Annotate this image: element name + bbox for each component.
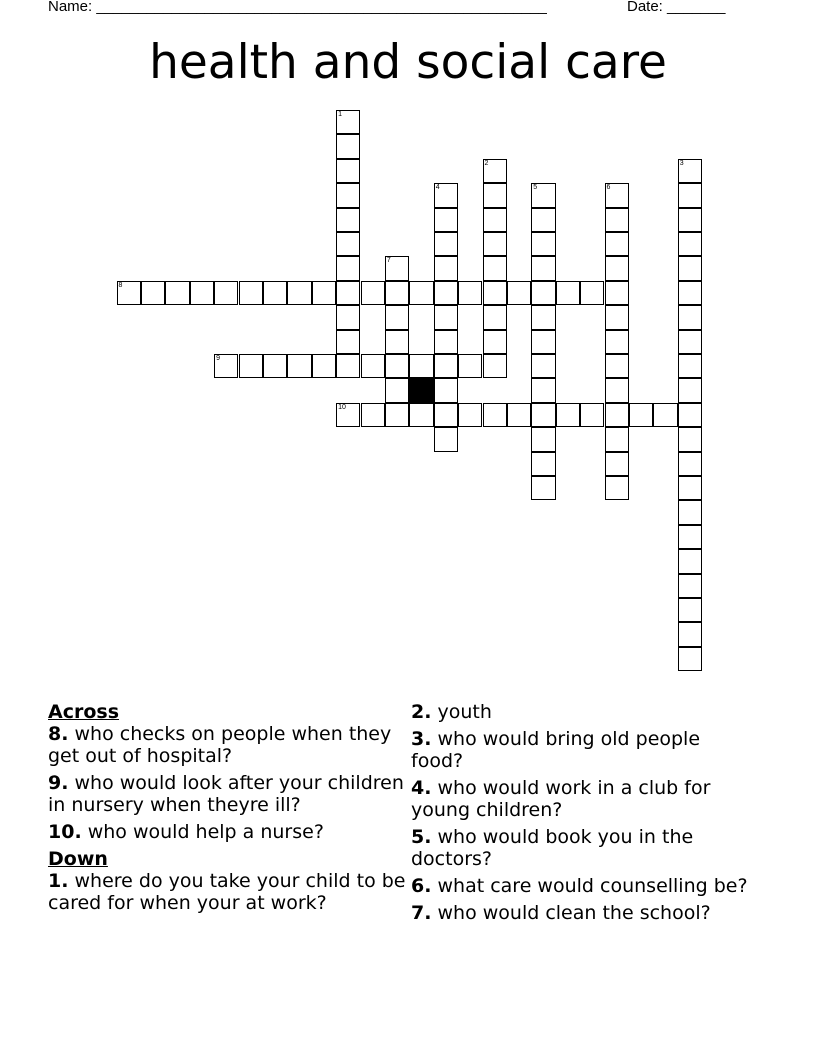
crossword-cell xyxy=(263,354,287,378)
crossword-cell xyxy=(483,232,507,256)
crossword-cell xyxy=(678,159,702,183)
crossword-cell xyxy=(483,208,507,232)
crossword-cell xyxy=(336,232,360,256)
crossword-cell xyxy=(678,378,702,402)
crossword-cell xyxy=(678,622,702,646)
crossword-cell xyxy=(434,281,458,305)
crossword-cell xyxy=(434,330,458,354)
crossword-cell xyxy=(385,256,409,280)
crossword-cell xyxy=(605,256,629,280)
crossword-cell xyxy=(531,354,555,378)
crossword-cell xyxy=(434,183,458,207)
crossword-cell xyxy=(605,208,629,232)
clues-right-column xyxy=(411,701,751,929)
clue-down-6: 6. what care would counselling be? xyxy=(411,875,748,897)
page-title: health and social care xyxy=(149,35,667,90)
crossword-cell xyxy=(678,500,702,524)
clue-down-5: 5. who would book you in the doctors? xyxy=(411,826,694,870)
crossword-cell xyxy=(434,403,458,427)
crossword-cell xyxy=(678,574,702,598)
crossword-cell xyxy=(483,183,507,207)
crossword-cell xyxy=(434,208,458,232)
crossword-cell xyxy=(361,281,385,305)
crossword-cell xyxy=(434,305,458,329)
crossword-cell xyxy=(409,281,433,305)
clue-number: 4 xyxy=(435,184,440,192)
date-field-label: Date: _______ xyxy=(627,0,726,15)
crossword-cell xyxy=(385,281,409,305)
name-field-label: Name: ______________________________________________________ xyxy=(48,0,547,15)
crossword-cell xyxy=(458,354,482,378)
clue-across-8: 8. who checks on people when they get out of hospital? xyxy=(48,723,392,767)
crossword-cell xyxy=(336,330,360,354)
crossword-cell xyxy=(336,354,360,378)
clue-down-7: 7. who would clean the school? xyxy=(411,902,711,924)
crossword-cell xyxy=(336,208,360,232)
crossword-cell xyxy=(336,403,360,427)
crossword-cell xyxy=(678,330,702,354)
crossword-cell xyxy=(434,256,458,280)
crossword-cell xyxy=(434,232,458,256)
clue-number: 1 xyxy=(338,111,342,118)
clue-across-10: 10. who would help a nurse? xyxy=(48,821,324,843)
crossword-cell xyxy=(678,549,702,573)
crossword-cell xyxy=(531,476,555,500)
crossword-cell xyxy=(678,354,702,378)
crossword-cell xyxy=(605,183,629,207)
crossword-cell xyxy=(165,281,189,305)
crossword-cell xyxy=(605,354,629,378)
crossword-cell xyxy=(385,378,409,402)
crossword-cell xyxy=(678,403,702,427)
crossword-cell xyxy=(605,330,629,354)
across-heading: Across xyxy=(48,701,120,723)
clue-down-1: 1. where do you take your child to be cared for when your at work? xyxy=(48,870,406,914)
crossword-cell xyxy=(678,232,702,256)
crossword-cell xyxy=(385,305,409,329)
crossword-cell xyxy=(141,281,165,305)
crossword-cell xyxy=(287,281,311,305)
crossword-cell xyxy=(483,256,507,280)
crossword-cell xyxy=(605,427,629,451)
crossword-cell xyxy=(336,305,360,329)
crossword-cell xyxy=(385,330,409,354)
down-heading: Down xyxy=(48,848,108,870)
crossword-cell xyxy=(580,403,604,427)
crossword-cell xyxy=(361,354,385,378)
clues-left-column xyxy=(48,701,408,919)
crossword-cell xyxy=(483,403,507,427)
crossword-cell xyxy=(458,281,482,305)
crossword-cell xyxy=(605,281,629,305)
crossword-cell xyxy=(678,305,702,329)
clue-number: 6 xyxy=(606,184,611,192)
crossword-cell xyxy=(190,281,214,305)
crossword-cell xyxy=(312,281,336,305)
crossword-cell xyxy=(678,476,702,500)
crossword-cell xyxy=(336,159,360,183)
crossword-cell xyxy=(580,281,604,305)
crossword-cell xyxy=(531,452,555,476)
crossword-cell xyxy=(678,427,702,451)
clue-down-2: 2. youth xyxy=(411,701,492,723)
crossword-cell xyxy=(336,110,360,134)
crossword-cell xyxy=(605,452,629,476)
crossword-cell xyxy=(214,281,238,305)
crossword-cell xyxy=(483,305,507,329)
crossword-cell xyxy=(678,208,702,232)
clue-down-4: 4. who would work in a club for young children? xyxy=(411,777,711,821)
crossword-cell xyxy=(678,452,702,476)
crossword-cell xyxy=(507,403,531,427)
crossword-cell xyxy=(605,232,629,256)
crossword-black-cell xyxy=(409,378,433,402)
clue-number: 5 xyxy=(533,184,538,192)
crossword-cell xyxy=(531,427,555,451)
clue-number: 3 xyxy=(679,159,684,167)
clue-number: 9 xyxy=(216,355,220,362)
crossword-cell xyxy=(336,183,360,207)
crossword-cell xyxy=(605,476,629,500)
crossword-cell xyxy=(678,647,702,671)
crossword-cell xyxy=(483,330,507,354)
crossword-cell xyxy=(531,378,555,402)
crossword-cell xyxy=(239,354,263,378)
crossword-cell xyxy=(507,281,531,305)
crossword-cell xyxy=(605,305,629,329)
crossword-cell xyxy=(336,281,360,305)
crossword-cell xyxy=(483,281,507,305)
crossword-cell xyxy=(483,159,507,183)
crossword-cell xyxy=(263,281,287,305)
crossword-cell xyxy=(409,403,433,427)
crossword-cell xyxy=(531,281,555,305)
crossword-cell xyxy=(458,403,482,427)
crossword-cell xyxy=(361,403,385,427)
clue-number: 2 xyxy=(484,159,489,167)
crossword-cell xyxy=(409,354,433,378)
crossword-cell xyxy=(385,403,409,427)
crossword-cell xyxy=(483,354,507,378)
clue-across-9: 9. who would look after your children in nursery when theyre ill? xyxy=(48,772,404,816)
clue-number: 8 xyxy=(118,281,123,289)
crossword-cell xyxy=(336,256,360,280)
crossword-cell xyxy=(239,281,263,305)
crossword-cell xyxy=(117,281,141,305)
clue-number: 7 xyxy=(386,257,391,265)
crossword-cell xyxy=(214,354,238,378)
crossword-cell xyxy=(531,256,555,280)
crossword-cell xyxy=(434,354,458,378)
crossword-cell xyxy=(312,354,336,378)
crossword-cell xyxy=(629,403,653,427)
crossword-cell xyxy=(287,354,311,378)
crossword-cell xyxy=(556,403,580,427)
clue-down-3: 3. who would bring old people food? xyxy=(411,728,701,772)
crossword-cell xyxy=(434,378,458,402)
clue-number: 10 xyxy=(338,403,346,411)
crossword-cell xyxy=(531,403,555,427)
crossword-cell xyxy=(605,403,629,427)
crossword-cell xyxy=(678,598,702,622)
crossword-cell xyxy=(385,354,409,378)
crossword-cell xyxy=(531,208,555,232)
crossword-cell xyxy=(605,378,629,402)
crossword-cell xyxy=(531,232,555,256)
crossword-cell xyxy=(531,183,555,207)
crossword-cell xyxy=(678,281,702,305)
crossword-cell xyxy=(653,403,677,427)
crossword-cell xyxy=(678,525,702,549)
crossword-cell xyxy=(678,256,702,280)
crossword-cell xyxy=(678,183,702,207)
crossword-cell xyxy=(531,305,555,329)
crossword-cell xyxy=(336,134,360,158)
crossword-cell xyxy=(434,427,458,451)
crossword-cell xyxy=(556,281,580,305)
crossword-cell xyxy=(531,330,555,354)
